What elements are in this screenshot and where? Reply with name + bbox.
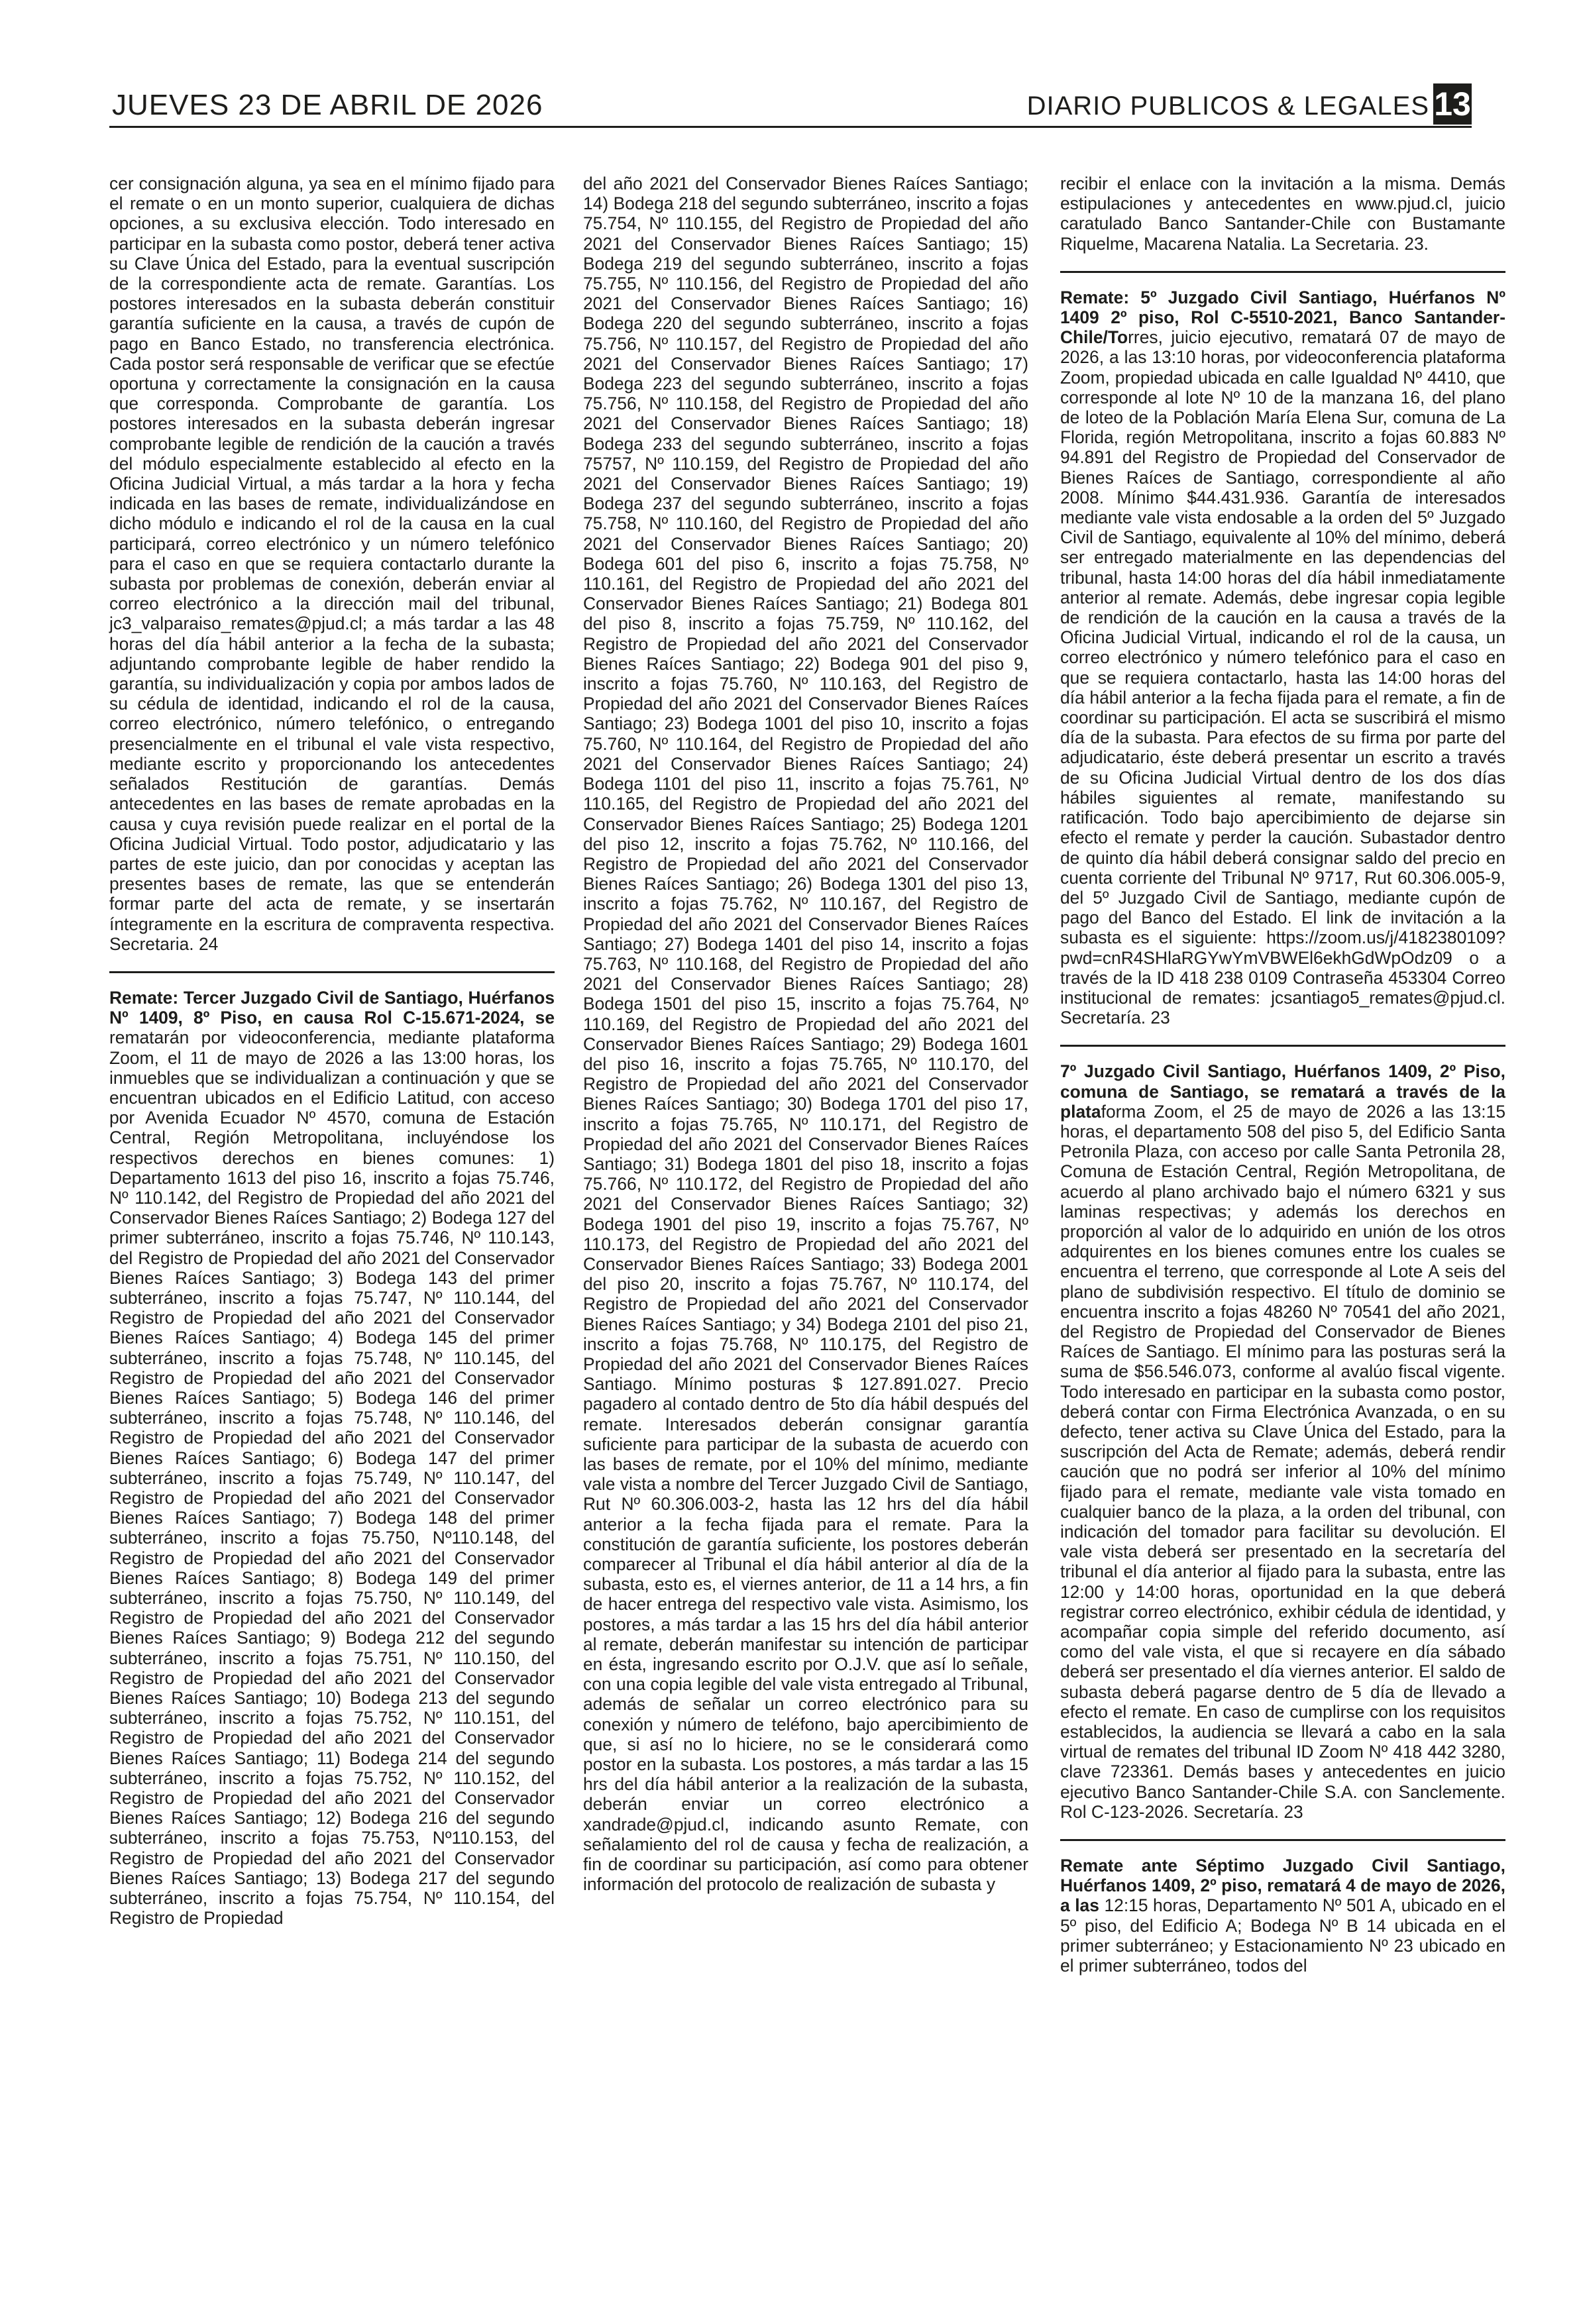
column-3	[1060, 174, 1505, 1976]
notice-text: 12:15 horas, Departamento Nº 501 A, ubicado en el 5º piso, del Edificio A; Bodega Nº B 14 ubicada en el primer subterráneo; y Estacionamiento Nº 23 ubicado en el primer subterráneo, todos del	[1060, 1895, 1505, 1976]
notice-text: del año 2021 del Conservador Bienes Raíces Santiago; 14) Bodega 218 del segundo subterráneo, inscrito a fojas 75.754, Nº 110.155, del Registro de Propiedad del año 2021 del Conservador Bienes Raíces Santiago; 15) Bodega 219 del segundo subterráneo, inscrito a fojas 75.755, Nº 110.156, del Registro de Propiedad del año 2021 del Conservador Bienes Raíces Santiago; 16) Bodega 220 del segundo subterráneo, inscrito a fojas 75.756, Nº 110.157, del Registro de Propiedad del año 2021 del Conservador Bienes Raíces Santiago; 17) Bodega 223 del segundo subterráneo, inscrito a fojas 75.756, Nº 110.158, del Registro de Propiedad del año 2021 del Conservador Bienes Raíces Santiago; 18) Bodega 233 del segundo subterráneo, inscrito a fojas 75757, Nº 110.159, del Registro de Propiedad del año 2021 del Conservador Bienes Raíces Santiago; 19) Bodega 237 del segundo subterráneo, inscrito a fojas 75.758, Nº 110.160, del Registro de Propiedad del año 2021 del Conservador Bienes Raíces Santiago; 20) Bodega 601 del piso 6, inscrito a fojas 75.758, Nº 110.161, del Registro de Propiedad del año 2021 del Conservador Bienes Raíces Santiago; 21) Bodega 801 del piso 8, inscrito a fojas 75.759, Nº 110.162, del Registro de Propiedad del año 2021 del Conservador Bienes Raíces Santiago; 22) Bodega 901 del piso 9, inscrito a fojas 75.760, Nº 110.163, del Registro de Propiedad del año 2021 del Conservador Bienes Raíces Santiago; 23) Bodega 1001 del piso 10, inscrito a fojas 75.760, Nº 110.164, del Registro de Propiedad del año 2021 del Conservador Bienes Raíces Santiago; 24) Bodega 1101 del piso 11, inscrito a fojas 75.761, Nº 110.165, del Registro de Propiedad del año 2021 del Conservador Bienes Raíces Santiago; 25) Bodega 1201 del piso 12, inscrito a fojas 75.762, Nº 110.166, del Registro de Propiedad del año 2021 del Conservador Bienes Raíces Santiago; 26) Bodega 1301 del piso 13, inscrito a fojas 75.762, Nº 110.167, del Registro de Propiedad del año 2021 del Conservador Bienes Raíces Santiago; 27) Bodega 1401 del piso 14, inscrito a fojas 75.763, Nº 110.168, del Registro de Propiedad del año 2021 del Conservador Bienes Raíces Santiago; 28) Bodega 1501 del piso 15, inscrito a fojas 75.764, Nº 110.169, del Registro de Propiedad del año 2021 del Conservador Bienes Raíces Santiago; 29) Bodega 1601 del piso 16, inscrito a fojas 75.765, Nº 110.170, del Registro de Propiedad del año 2021 del Conservador Bienes Raíces Santiago; 30) Bodega 1701 del piso 17, inscrito a fojas 75.765, Nº 110.171, del Registro de Propiedad del año 2021 del Conservador Bienes Raíces Santiago; 31) Bodega 1801 del piso 18, inscrito a fojas 75.766, Nº 110.172, del Registro de Propiedad del año 2021 del Conservador Bienes Raíces Santiago; 32) Bodega 1901 del piso 19, inscrito a fojas 75.767, Nº 110.173, del Registro de Propiedad del año 2021 del Conservador Bienes Raíces Santiago; 33) Bodega 2001 del piso 20, inscrito a fojas 75.767, Nº 110.174, del Registro de Propiedad del año 2021 del Conservador Bienes Raíces Santiago; y 34) Bodega 2101 del piso 21, inscrito a fojas 75.768, Nº 110.175, del Registro de Propiedad del año 2021 del Conservador Bienes Raíces Santiago. Mínimo posturas $ 127.891.027. Precio pagadero al contado dentro de 5to día hábil después del remate. Interesados deberán consignar garantía suficiente para participar de la subasta de acuerdo con las bases de remate, por el 10% del mínimo, mediante vale vista a nombre del Tercer Juzgado Civil de Santiago, Rut Nº 60.306.003-2, hasta las 12 hrs del día hábil anterior a la fecha fijada para el remate. Para la constitución de garantía suficiente, los postores deberán comparecer al Tribunal el día hábil anterior al día de la subasta, esto es, el viernes anterior, de 11 a 14 hrs, a fin de hacer entrega del respectivo vale vista. Asimismo, los postores, a más tardar a las 15 hrs del día hábil anterior al remate, deberán manifestar su intención de participar en ésta, ingresando escrito por O.J.V. que así lo señale, con una copia legible del vale vista entregado al Tribunal, además de señalar un correo electrónico para su conexión y número de teléfono, bajo apercibimiento de que, si así no lo hiciere, no se le considerará como postor en la subasta. Los postores, a más tardar a las 15 hrs del día hábil anterior a la realización de la subasta, deberán enviar un correo electrónico a xandrade@pjud.cl, indicando asunto Remate, con señalamiento del rol de causa y fecha de realización, a fin de coordinar su participación, así como para obtener información del protocolo de realización de subasta y	[583, 174, 1028, 1895]
notice-heading: Remate: Tercer Juzgado Civil de Santiago, Huérfanos Nº 1409, 8º Piso, en causa Rol C-15.671-2024, se	[109, 987, 555, 1028]
newspaper-name: DIARIO PUBLICOS & LEGALES	[1026, 91, 1429, 121]
column-1	[109, 174, 555, 1928]
publication-date: JUEVES 23 DE ABRIL DE 2026	[112, 89, 543, 121]
page-number: 13	[1433, 83, 1472, 125]
notice-divider	[109, 971, 555, 973]
notice-text: rres, juicio ejecutivo, rematará 07 de mayo de 2026, a las 13:10 horas, por videoconferencia plataforma Zoom, propiedad ubicada en calle Igualdad Nº 4410, que corresponde al lote Nº 10 de la manzana 16, del plano de loteo de la Población María Elena Sur, comuna de La Florida, región Metropolitana, inscrito a fojas 60.883 Nº 94.891 del Registro de Propiedad del Conservador de Bienes Raíces de Santiago, correspondiente al año 2008. Mínimo $44.431.936. Garantía de interesados mediante vale vista endosable a la orden del 5º Juzgado Civil de Santiago, equivalente al 10% del mínimo, deberá ser entregado materialmente en las dependencias del tribunal, hasta 14:00 horas del día hábil inmediatamente anterior al remate. Además, debe ingresar copia legible de rendición de la caución en la causa a través de la Oficina Judicial Virtual, indicando el rol de la causa, un correo electrónico y número telefónico para el caso en que se requiera contactarlo, hasta las 14:00 horas del día hábil anterior a la fecha fijada para el remate, a fin de coordinar su participación. El acta se suscribirá el mismo día de la subasta. Para efectos de su firma por parte del adjudicatario, éste deberá presentar un escrito a través de su Oficina Judicial Virtual dentro de los dos días hábiles siguientes al remate, manifestando su ratificación. Todo bajo apercibimiento de dejarse sin efecto el remate y perder la caución. Subastador dentro de quinto día hábil deberá consignar saldo del precio en cuenta corriente del Tribunal Nº 9717, Rut 60.306.005-9, del 5º Juzgado Civil de Santiago, mediante cupón de pago del Banco del Estado. El link de invitación a la subasta es el siguiente: https://zoom.us/j/4182380109?pwd=cnR4SHlaRGYwYmVBWEl6ekhGdWpOdz09 o a través de la ID 418 238 0109 Contraseña 453304 Correo institucional de remates: jcsantiago5_remates@pjud.cl. Secretaría. 23	[1060, 327, 1505, 1028]
notice-text: forma Zoom, el 25 de mayo de 2026 a las 13:15 horas, el departamento 508 del piso 5, del Edificio Santa Petronila Plaza, con acceso por calle Santa Petronila 28, Comuna de Estación Central, Región Metropolitana, de acuerdo al plano archivado bajo el número 6321 y sus laminas respectivas; y además los derechos en proporción al valor de lo adquirido en unión de los otros adquirentes en los bienes comunes entre los cuales se encuentra el terreno, que corresponde al Lote A seis del plano de subdivisión respectivo. El título de dominio se encuentra inscrito a fojas 48260 Nº 70541 del año 2021, del Registro de Propiedad del Conservador de Bienes Raíces de Santiago. El mínimo para las posturas será la suma de $56.546.073, conforme al avalúo fiscal vigente. Todo interesado en participar en la subasta como postor, deberá contar con Firma Electrónica Avanzada, o en su defecto, tener activa su Clave Única del Estado, para la suscripción del Acta de Remate; además, deberá rendir caución que no podrá ser inferior al 10% del mínimo fijado para el remate, mediante vale vista tomado en cualquier banco de la plaza, a la orden del tribunal, con indicación del tomador para facilitar su devolución. El vale vista deberá ser presentado en la secretaría del tribunal el día anterior al fijado para la subasta, entre las 12:00 y 14:00 horas, oportunidad en la que deberá registrar correo electrónico, exhibir cédula de identidad, y acompañar copia simple del referido documento, así como del vale vista, el que si recayere en día sábado deberá ser presentado el día viernes anterior. El saldo de subasta deberá pagarse dentro de 5 día de llevado a efecto el remate. En caso de cumplirse con los requisitos establecidos, la audiencia se llevará a cabo en la sala virtual de remates del tribunal ID Zoom Nº 418 442 3280, clave 723361. Demás bases y antecedentes en juicio ejecutivo Banco Santander-Chile S.A. con Sanclemente. Rol C-123-2026. Secretaría. 23	[1060, 1101, 1505, 1822]
column-2	[583, 174, 1028, 1894]
notice-text: recibir el enlace con la invitación a la misma. Demás estipulaciones y antecedentes en www.pjud.cl, juicio caratulado Banco Santander-Chile con Bustamante Riquelme, Macarena Natalia. La Secretaria. 23.	[1060, 174, 1505, 254]
page-header	[109, 85, 1472, 128]
notice-heading: 7º Juzgado Civil Santiago, Huérfanos 1409, 2º Piso, comuna de Santiago, se rematará a través de la plata	[1060, 1061, 1505, 1122]
notice-text: cer consignación alguna, ya sea en el mínimo fijado para el remate o en un monto superior, cualquiera de dichas opciones, a su exclusiva elección. Todo interesado en participar en la subasta como postor, deberá tener activa su Clave Única del Estado, para la eventual suscripción de la correspondiente acta de remate. Garantías. Los postores interesados en la subasta deberán constituir garantía suficiente en la causa, a través de cupón de pago en Banco Estado, no transferencia electrónica. Cada postor será responsable de verificar que se efectúe oportuna y correctamente la consignación en la causa que corresponda. Comprobante de garantía. Los postores interesados en la subasta deberán ingresar comprobante legible de rendición de la caución a través del módulo especialmente establecido al efecto en la Oficina Judicial Virtual, a más tardar a la hora y fecha indicada en las bases de remate, individualizándose en dicho módulo e indicando el rol de la causa en la cual participará, correo electrónico y un número telefónico para el caso en que se requiera contactarlo durante la subasta por problemas de conexión, deberán enviar al correo electrónico a la dirección mail del tribunal, jc3_valparaiso_remates@pjud.cl; a más tardar a las 48 horas del día hábil anterior a la fecha de la subasta; adjuntando comprobante legible de haber rendido la garantía, su individualización y copia por ambos lados de su cédula de identidad, indicando el rol de la causa, correo electrónico, número telefónico, o entregando presencialmente en el tribunal el vale vista respectivo, mediante escrito y proporcionando los antecedentes señalados Restitución de garantías. Demás antecedentes en las bases de remate aprobadas en la causa y cuya revisión puede realizar en el portal de la Oficina Judicial Virtual. Todo postor, adjudicatario y las partes de este juicio, dan por conocidas y aceptan las presentes bases de remate, las que se entenderán formar parte del acta de remate, y se insertarán íntegramente en la escritura de compraventa respectiva. Secretaria. 24	[109, 174, 555, 954]
notice	[1060, 1061, 1505, 1822]
notice-heading: Remate ante Séptimo Juzgado Civil Santiago, Huérfanos 1409, 2º piso, rematará 4 de mayo de 2026, a las	[1060, 1856, 1505, 1916]
notice-divider	[1060, 1045, 1505, 1047]
notice-text: rematarán por videoconferencia, mediante plataforma Zoom, el 11 de mayo de 2026 a las 13:00 horas, los inmuebles que se individualizan a continuación y que se encuentran ubicados en el Edificio Latitud, con acceso por Avenida Ecuador Nº 4570, comuna de Estación Central, Región Metropolitana, incluyéndose los respectivos derechos en bienes comunes: 1) Departamento 1613 del piso 16, inscrito a fojas 75.746, Nº 110.142, del Registro de Propiedad del año 2021 del Conservador Bienes Raíces Santiago; 2) Bodega 127 del primer subterráneo, inscrito a fojas 75.746, Nº 110.143, del Registro de Propiedad del año 2021 del Conservador Bienes Raíces Santiago; 3) Bodega 143 del primer subterráneo, inscrito a fojas 75.747, Nº 110.144, del Registro de Propiedad del año 2021 del Conservador Bienes Raíces Santiago; 4) Bodega 145 del primer subterráneo, inscrito a fojas 75.748, Nº 110.145, del Registro de Propiedad del año 2021 del Conservador Bienes Raíces Santiago; 5) Bodega 146 del primer subterráneo, inscrito a fojas 75.748, Nº 110.146, del Registro de Propiedad del año 2021 del Conservador Bienes Raíces Santiago; 6) Bodega 147 del primer subterráneo, inscrito a fojas 75.749, Nº 110.147, del Registro de Propiedad del año 2021 del Conservador Bienes Raíces Santiago; 7) Bodega 148 del primer subterráneo, inscrito a fojas 75.750, Nº110.148, del Registro de Propiedad del año 2021 del Conservador Bienes Raíces Santiago; 8) Bodega 149 del primer subterráneo, inscrito a fojas 75.750, Nº 110.149, del Registro de Propiedad del año 2021 del Conservador Bienes Raíces Santiago; 9) Bodega 212 del segundo subterráneo, inscrito a fojas 75.751, Nº 110.150, del Registro de Propiedad del año 2021 del Conservador Bienes Raíces Santiago; 10) Bodega 213 del segundo subterráneo, inscrito a fojas 75.752, Nº 110.151, del Registro de Propiedad del año 2021 del Conservador Bienes Raíces Santiago; 11) Bodega 214 del segundo subterráneo, inscrito a fojas 75.752, Nº 110.152, del Registro de Propiedad del año 2021 del Conservador Bienes Raíces Santiago; 12) Bodega 216 del segundo subterráneo, inscrito a fojas 75.753, Nº110.153, del Registro de Propiedad del año 2021 del Conservador Bienes Raíces Santiago; 13) Bodega 217 del segundo subterráneo, inscrito a fojas 75.754, Nº 110.154, del Registro de Propiedad	[109, 1028, 555, 1928]
notice	[109, 988, 555, 1928]
notice-divider	[1060, 1839, 1505, 1841]
notice-heading: Remate: 5º Juzgado Civil Santiago, Huérfanos Nº 1409 2º piso, Rol C-5510-2021, Banco Santander-Chile/To	[1060, 287, 1505, 348]
notice-divider	[1060, 271, 1505, 273]
notice	[1060, 288, 1505, 1028]
notice	[1060, 1856, 1505, 1976]
